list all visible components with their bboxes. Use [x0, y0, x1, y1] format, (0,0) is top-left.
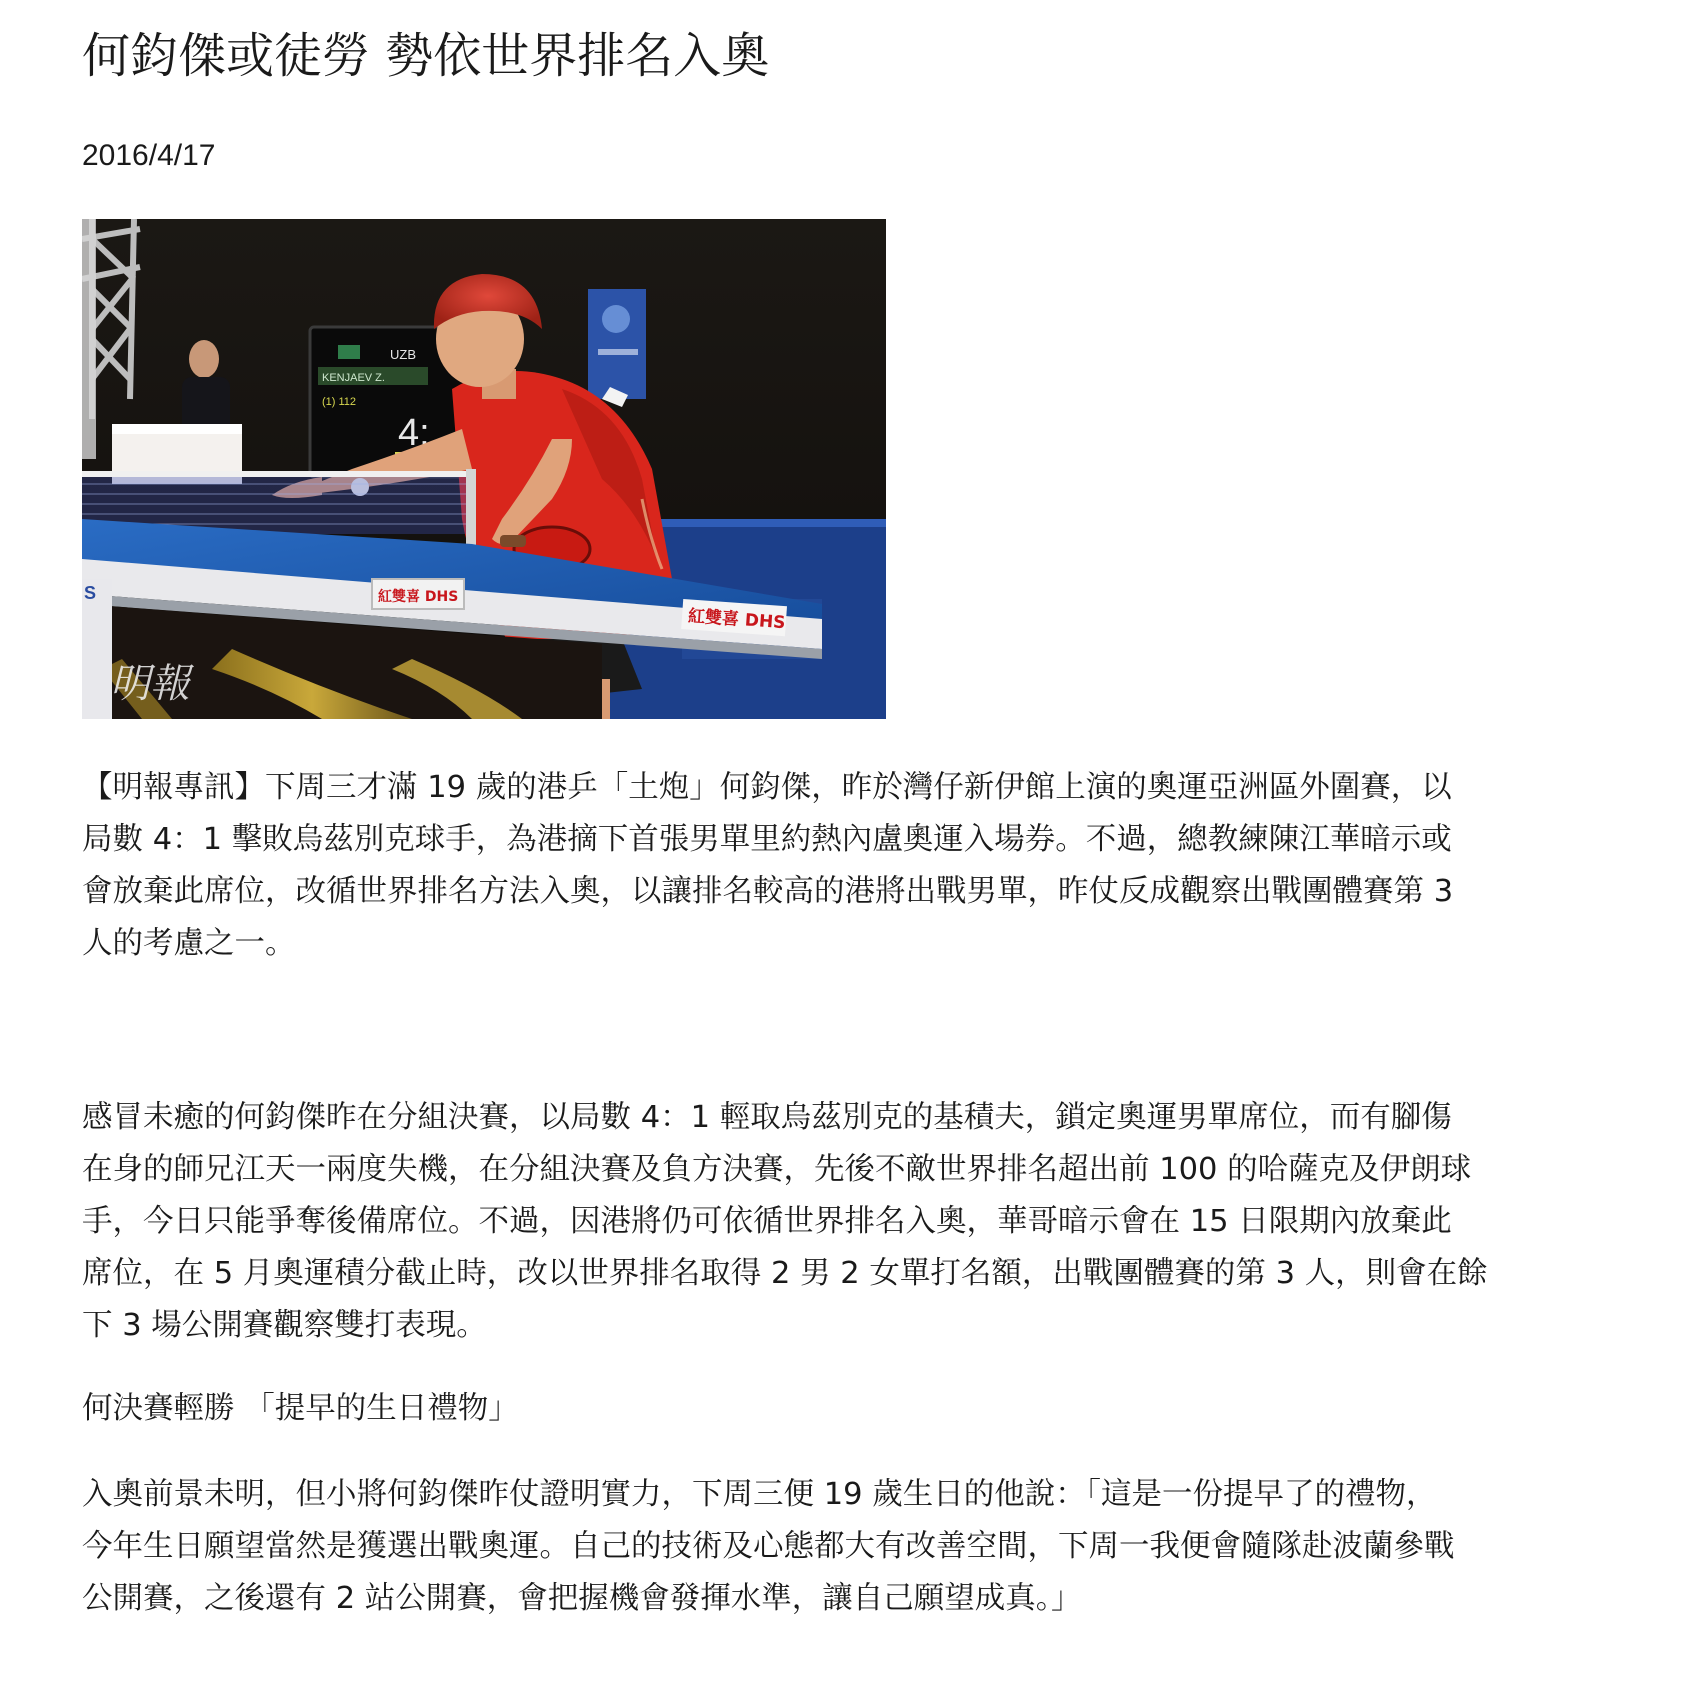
paragraph-line: 【明報專訊】下周三才滿 19 歲的港乒「土炮」何鈞傑，昨於灣仔新伊館上演的奧運亞洲區外圍賽，以	[82, 770, 1452, 805]
paragraph-line: 入奧前景未明，但小將何鈞傑昨仗證明實力，下周三便 19 歲生日的他說：「這是一份提早了的禮物，	[82, 1477, 1437, 1512]
paragraph-line: 在身的師兄江天一兩度失機，在分組決賽及負方決賽，先後不敵世界排名超出前 100 的哈薩克及伊朗球	[82, 1152, 1472, 1187]
article-paragraph-1	[82, 762, 1642, 970]
paragraph-line: 感冒未癒的何鈞傑昨在分組決賽，以局數 4：1 輕取烏茲別克的基積夫，鎖定奧運男單席位，而有腳傷	[82, 1100, 1452, 1135]
article-paragraph-2	[82, 1092, 1642, 1352]
article-title: 何鈞傑或徒勞 勢依世界排名入奧	[82, 28, 770, 84]
paragraph-line: 局數 4：1 擊敗烏茲別克球手，為港摘下首張男單里約熱內盧奧運入場券。不過，總教練陳江華暗示或	[82, 822, 1452, 857]
paragraph-line: 手，今日只能爭奪後備席位。不過，因港將仍可依循世界排名入奧，華哥暗示會在 15 日限期內放棄此	[82, 1204, 1452, 1239]
scoreboard-score: 4:	[398, 412, 430, 454]
article-date: 2016/4/17	[82, 139, 216, 172]
barrier-letter: S	[84, 583, 97, 603]
article-paragraph-3	[82, 1469, 1642, 1625]
scoreboard-country: UZB	[390, 347, 416, 362]
article-photo	[82, 219, 886, 719]
svg-text:紅雙喜 DHS: 紅雙喜 DHS	[687, 606, 787, 634]
paragraph-line: 下 3 場公開賽觀察雙打表現。	[82, 1308, 487, 1343]
net-post-logo: 紅雙喜 DHS	[378, 589, 459, 605]
paragraph-line: 席位，在 5 月奧運積分截止時，改以世界排名取得 2 男 2 女單打名額，出戰團體賽的第 3 人，則會在餘	[82, 1256, 1488, 1291]
paragraph-line: 今年生日願望當然是獲選出戰奧運。自己的技術及心態都大有改善空間，下周一我便會隨隊赴波蘭參戰	[82, 1529, 1455, 1564]
paragraph-line: 會放棄此席位，改循世界排名方法入奧，以讓排名較高的港將出戰男單，昨仗反成觀察出戰團體賽第 3	[82, 874, 1454, 909]
photo-watermark: 明報	[110, 661, 190, 707]
paragraph-line: 人的考慮之一。	[82, 926, 296, 961]
table-tennis-photo	[82, 219, 886, 719]
scoreboard-name: KENJAEV Z.	[322, 372, 385, 384]
scoreboard-rank: (1) 112	[322, 396, 357, 408]
paragraph-line: 公開賽，之後還有 2 站公開賽，會把握機會發揮水準，讓自己願望成真。」	[82, 1581, 1082, 1616]
banner	[588, 289, 646, 399]
article-subheading: 何決賽輕勝 「提早的生日禮物」	[82, 1391, 519, 1426]
